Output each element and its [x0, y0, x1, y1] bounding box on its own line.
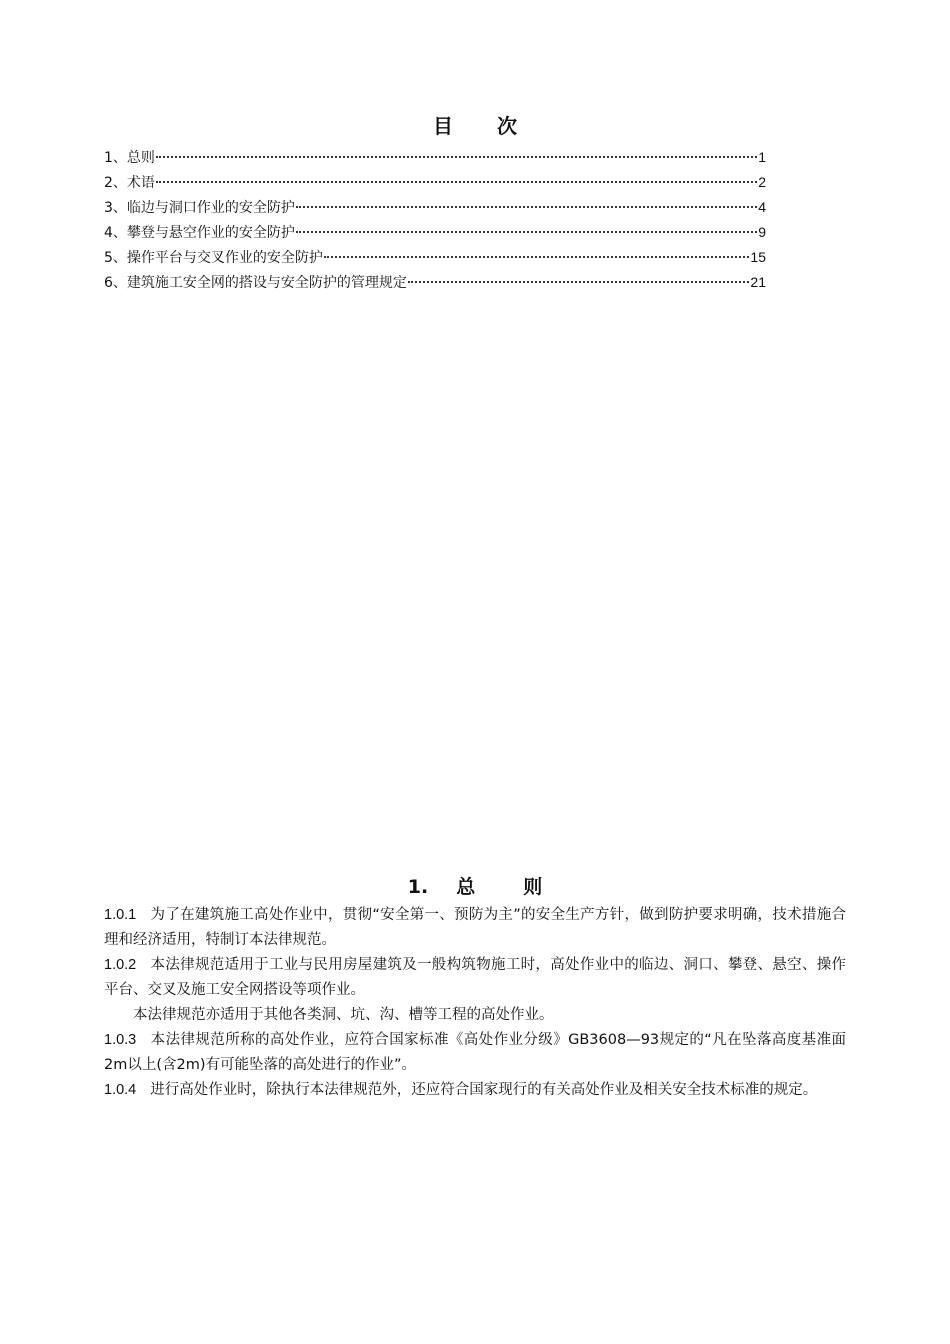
clause-paragraph — [104, 1003, 846, 1028]
toc-entry[interactable] — [104, 270, 766, 295]
toc-dot-leader — [156, 181, 757, 183]
toc-entry-page: 9 — [758, 224, 766, 240]
toc-dot-leader — [324, 256, 750, 258]
section-title-part: 总 — [456, 876, 476, 898]
toc-entry-page: 2 — [758, 174, 766, 190]
toc-title: 目次 — [433, 114, 561, 138]
section-heading — [0, 872, 950, 899]
toc-dot-leader — [408, 281, 750, 283]
toc-entry[interactable] — [104, 170, 766, 195]
section-title-part: 则 — [523, 876, 543, 898]
toc-entry-label: 1、总则 — [104, 150, 155, 166]
toc-entry[interactable] — [104, 145, 766, 170]
toc-entry-page: 21 — [750, 274, 766, 290]
toc-entry[interactable] — [104, 220, 766, 245]
toc-entry[interactable] — [104, 245, 766, 270]
clause-text: 为了在建筑施工高处作业中，贯彻“安全第一、预防为主”的安全生产方针，做到防护要求明确，技术措施合理和经济适用，特制订本法律规范。 — [104, 907, 846, 948]
clause-paragraph — [104, 903, 846, 953]
clause-text: 本法律规范亦适用于其他各类洞、坑、沟、槽等工程的高处作业。 — [133, 1007, 554, 1023]
clause-number: 1.0.4 — [104, 1082, 137, 1098]
clause-text: 本法律规范所称的高处作业，应符合国家标准《高处作业分级》GB3608—93规定的“凡在坠落高度基准面2m以上(含2m)有可能坠落的高处进行的作业”。 — [104, 1032, 846, 1073]
toc-entry-label: 2、术语 — [104, 175, 155, 191]
toc-entry-page: 4 — [758, 199, 766, 215]
clause-paragraph — [104, 1028, 846, 1078]
toc-entry-page: 15 — [750, 249, 766, 265]
clause-number: 1.0.3 — [104, 1032, 137, 1048]
clause-paragraph — [104, 1078, 846, 1103]
toc-entry-page: 1 — [758, 149, 766, 165]
section-body — [104, 903, 846, 1103]
toc-dot-leader — [296, 231, 757, 233]
clause-text: 本法律规范适用于工业与民用房屋建筑及一般构筑物施工时，高处作业中的临边、洞口、攀登、悬空、操作平台、交叉及施工安全网搭设等项作业。 — [104, 957, 846, 998]
clause-number: 1.0.1 — [104, 907, 137, 923]
toc-dot-leader — [296, 206, 757, 208]
toc-entry[interactable] — [104, 195, 766, 220]
clause-text: 进行高处作业时，除执行本法律规范外，还应符合国家现行的有关高处作业及相关安全技术标准的规定。 — [150, 1082, 818, 1098]
clause-number: 1.0.2 — [104, 957, 137, 973]
toc-entry-label: 4、攀登与悬空作业的安全防护 — [104, 225, 295, 241]
toc-entry-label: 6、建筑施工安全网的搭设与安全防护的管理规定 — [104, 275, 407, 291]
toc-dot-leader — [156, 156, 757, 158]
toc-entry-label: 5、操作平台与交叉作业的安全防护 — [104, 250, 323, 266]
section-number: 1. — [407, 876, 429, 898]
table-of-contents — [104, 145, 766, 295]
toc-entry-label: 3、临边与洞口作业的安全防护 — [104, 200, 295, 216]
clause-paragraph — [104, 953, 846, 1003]
